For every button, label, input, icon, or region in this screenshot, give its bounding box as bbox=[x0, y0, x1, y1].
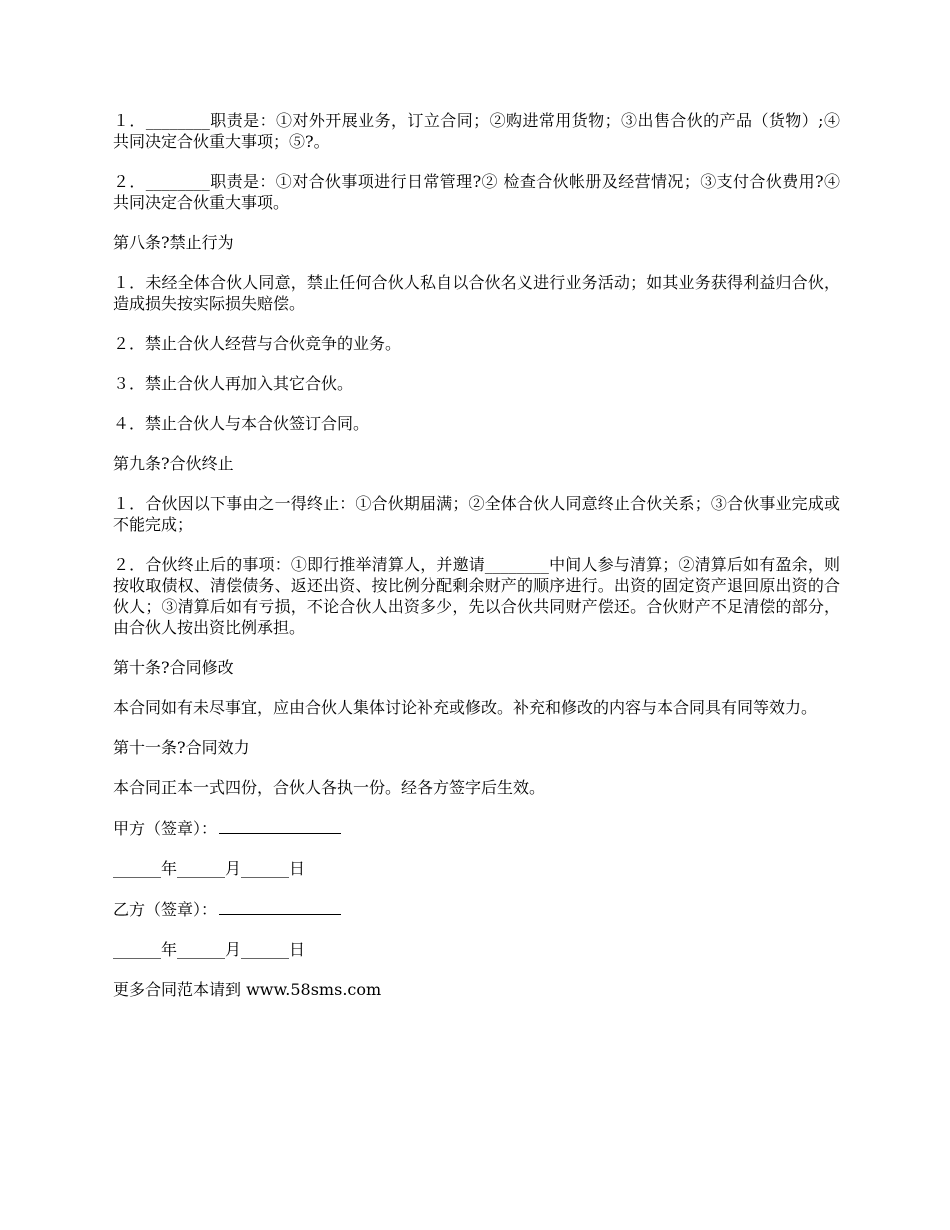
duty-clause-1: １．________职责是：①对外开展业务，订立合同；②购进常用货物；③出售合伙的产品（货物）;④ 共同决定合伙重大事项；⑤?。 bbox=[113, 111, 840, 151]
party-a-signature-row bbox=[113, 817, 840, 839]
party-b-signature-row bbox=[113, 898, 840, 920]
termination-clause-1: １．合伙因以下事由之一得终止：①合伙期届满；②全体合伙人同意终止合伙关系；③合伙事业完成或不能完成； bbox=[113, 494, 840, 534]
article-8-heading: 第八条?禁止行为 bbox=[113, 233, 234, 252]
prohibition-clause-4: ４．禁止合伙人与本合伙签订合同。 bbox=[113, 414, 370, 433]
party-a-label: 甲方（签章）： bbox=[113, 819, 218, 838]
party-b-signature-line bbox=[219, 898, 341, 915]
document-page bbox=[113, 110, 840, 1019]
duty-clause-2: ２．________职责是：①对合伙事项进行日常管理?② 检查合伙帐册及经营情况；③支付合伙费用?④ 共同决定合伙重大事项。 bbox=[113, 172, 840, 212]
party-b-date: ______年______月______日 bbox=[113, 940, 306, 959]
prohibition-clause-1: １．未经全体合伙人同意，禁止任何合伙人私自以合伙名义进行业务活动；如其业务获得利益归合伙，造成损失按实际损失赔偿。 bbox=[113, 273, 840, 313]
modification-clause: 本合同如有未尽事宜，应由合伙人集体讨论补充或修改。补充和修改的内容与本合同具有同等效力。 bbox=[113, 698, 818, 717]
footer-link-text: 更多合同范本请到 www.58sms.com bbox=[113, 980, 382, 999]
article-11-heading: 第十一条?合同效力 bbox=[113, 738, 250, 757]
party-a-date: ______年______月______日 bbox=[113, 859, 306, 878]
validity-clause: 本合同正本一式四份，合伙人各执一份。经各方签字后生效。 bbox=[113, 778, 546, 797]
article-10-heading: 第十条?合同修改 bbox=[113, 658, 234, 677]
prohibition-clause-3: ３．禁止合伙人再加入其它合伙。 bbox=[113, 374, 354, 393]
termination-clause-2: ２．合伙终止后的事项：①即行推举清算人，并邀请________中间人参与清算；②清算后如有盈余，则按收取债权、清偿债务、返还出资、按比例分配剩余财产的顺序进行。出资的固定资产退回原出资的合伙人；③清算后如有亏损，不论合伙人出资多少，先以合伙共同财产偿还。合伙财产不足清偿的部分，由合伙人按出资比例承担。 bbox=[113, 555, 840, 637]
prohibition-clause-2: ２．禁止合伙人经营与合伙竞争的业务。 bbox=[113, 334, 402, 353]
party-b-label: 乙方（签章）： bbox=[113, 900, 218, 919]
article-9-heading: 第九条?合伙终止 bbox=[113, 454, 234, 473]
party-a-signature-line bbox=[219, 817, 341, 834]
